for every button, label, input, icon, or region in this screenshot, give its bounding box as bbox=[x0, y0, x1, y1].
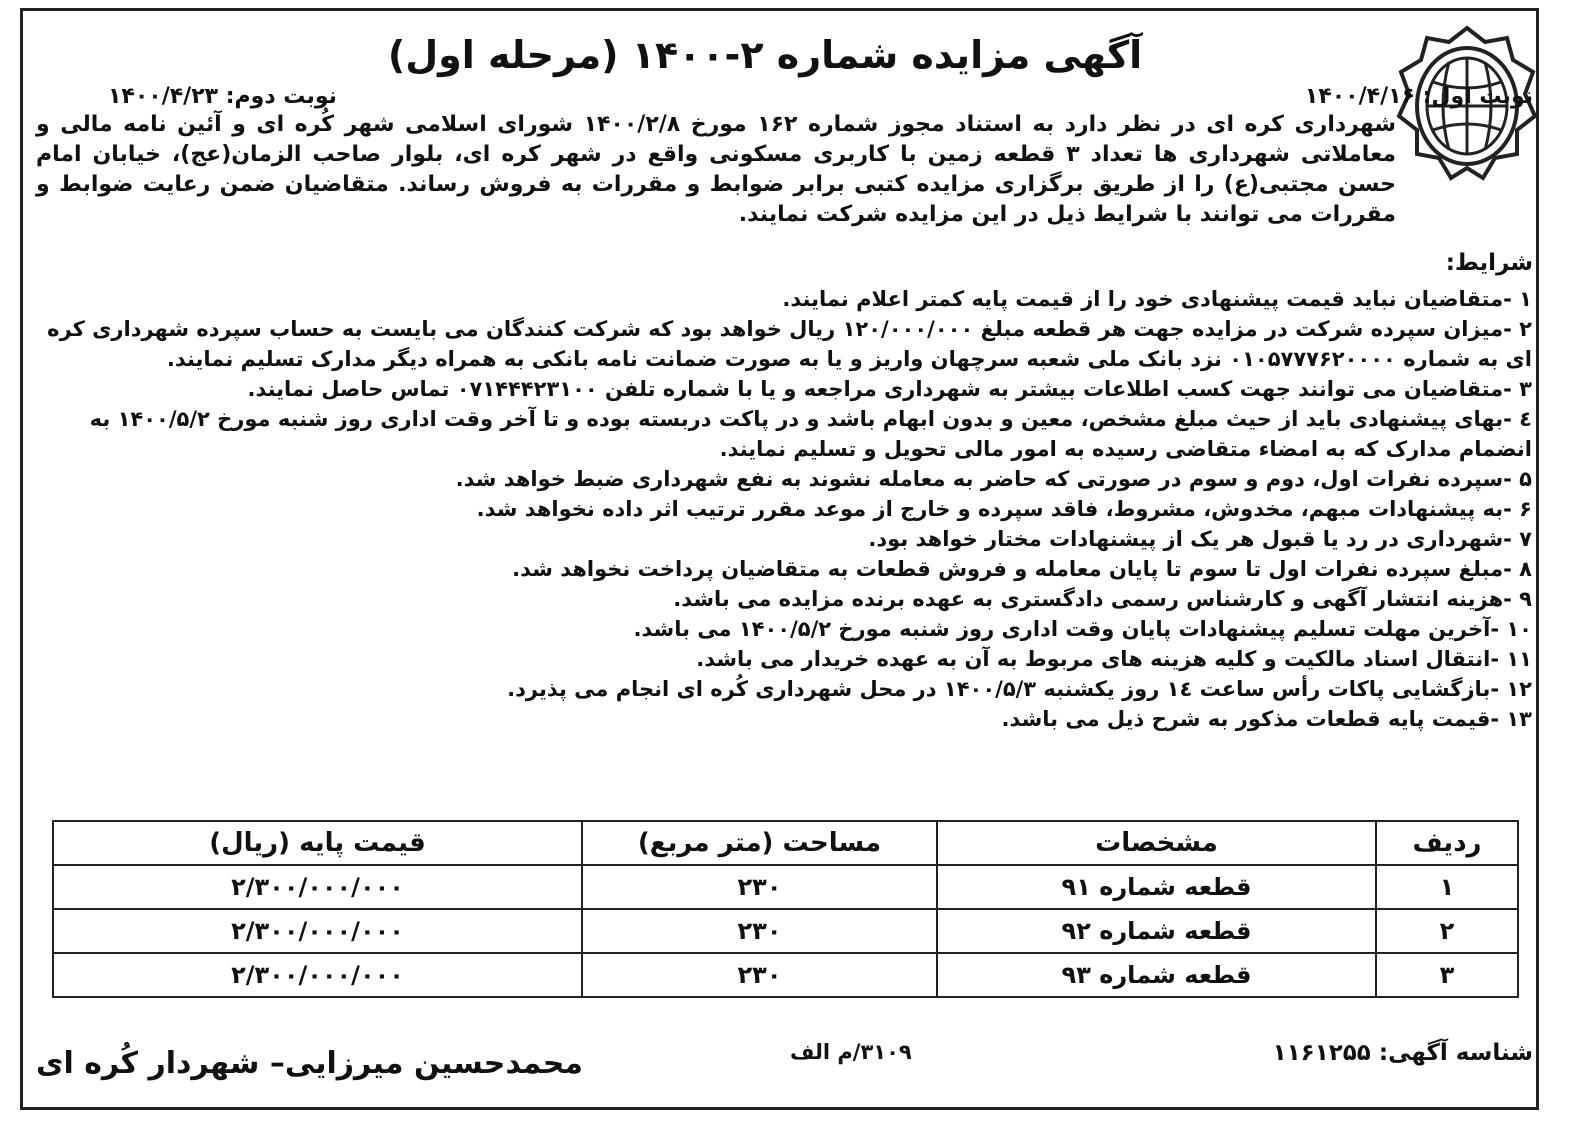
plot-price-cell: ۲/۳۰۰/۰۰۰/۰۰۰ bbox=[53, 865, 582, 909]
plot-price-cell: ۲/۳۰۰/۰۰۰/۰۰۰ bbox=[53, 953, 582, 997]
condition-item: ۶ -به پیشنهادات مبهم، مخدوش، مشروط، فاقد سپرده و خارج از موعد مقرر ترتیب اثر داده نخواهد شد. bbox=[476, 497, 1532, 521]
condition-item: ۳ -متقاضیان می توانند جهت کسب اطلاعات بیشتر به شهرداری مراجعه و یا با شماره تلفن ۰۷۱۴۴۴۲۳۱۰۰ تماس حاصل نمایند. bbox=[247, 377, 1532, 401]
conditions-heading: شرایط: bbox=[1445, 250, 1533, 276]
second-publication-date: نوبت دوم: ۱۴۰۰/۴/۲۳ bbox=[108, 84, 337, 109]
reference-code: ۳۱۰۹/م الف bbox=[790, 1040, 912, 1064]
condition-item: ۵ -سپرده نفرات اول، دوم و سوم در صورتی که حاضر به معامله نشوند به نفع شهرداری ضبط خواهد شد. bbox=[455, 467, 1532, 491]
row-number-cell: ۱ bbox=[1376, 865, 1518, 909]
table-row bbox=[53, 865, 1518, 909]
condition-item: ۹ -هزینه انتشار آگهی و کارشناس رسمی دادگستری به عهده برنده مزایده می باشد. bbox=[673, 587, 1532, 611]
header-row-number: ردیف bbox=[1376, 821, 1518, 865]
conditions-list bbox=[36, 284, 1532, 734]
plot-description-cell: قطعه شماره ۹۱ bbox=[937, 865, 1376, 909]
plot-area-cell: ۲۳۰ bbox=[582, 953, 937, 997]
plot-area-cell: ۲۳۰ bbox=[582, 909, 937, 953]
plots-table bbox=[52, 820, 1519, 998]
row-number-cell: ۳ bbox=[1376, 953, 1518, 997]
mayor-signature: محمدحسین میرزایی– شهردار کُره ای bbox=[36, 1046, 583, 1081]
header-area: مساحت (متر مربع) bbox=[582, 821, 937, 865]
intro-paragraph: شهرداری کره ای در نظر دارد به استناد مجوز شماره ۱۶۲ مورخ ۱۴۰۰/۲/۸ شورای اسلامی شهر کُره ای و آئین نامه مالی و معاملاتی شهرداری ها تعداد ۳ قطعه زمین با کاربری مسکونی واقع در شهر کره ای، بلوار صاحب الزمان(عج)، خیابان امام حسن مجتبی(ع) را از طریق برگزاری مزایده کتبی برابر ضوابط و مقررات به فروش رساند. متقاضیان ضمن رعایت ضوابط و مقررات می توانند با شرایط ذیل در این مزایده شرکت نمایند. bbox=[36, 112, 1396, 227]
condition-item: ۱۱ -انتقال اسناد مالکیت و کلیه هزینه های مربوط به آن به عهده خریدار می باشد. bbox=[696, 647, 1532, 671]
condition-item: ٤ -بهای پیشنهادی باید از حیث مبلغ مشخص، معین و بدون ابهام باشد و در پاکت دربسته بوده و تا آخر وقت اداری روز شنبه مورخ ۱۴۰۰/۵/۲ به انضمام مدارک که به امضاء متقاضی رسیده به امور مالی تحویل و تسلیم نمایند. bbox=[89, 407, 1532, 461]
condition-item: ۷ -شهرداری در رد یا قبول هر یک از پیشنهادات مختار خواهد بود. bbox=[868, 527, 1532, 551]
header-base-price: قیمت پایه (ریال) bbox=[53, 821, 582, 865]
municipality-logo-icon bbox=[1393, 22, 1541, 212]
notice-title: آگهی مزایده شماره ۲-۱۴۰۰ (مرحله اول) bbox=[387, 33, 1143, 77]
ad-identifier: شناسه آگهی: ۱۱۶۱۲۵۵ bbox=[1272, 1040, 1533, 1066]
condition-item: ۸ -مبلغ سپرده نفرات اول تا سوم تا پایان معامله و فروش قطعات به متقاضیان پرداخت نخواهد شد. bbox=[512, 557, 1532, 581]
table-row bbox=[53, 909, 1518, 953]
condition-item: ۲ -میزان سپرده شرکت در مزایده جهت هر قطعه مبلغ ۱۲۰/۰۰۰/۰۰۰ ریال خواهد بود که شرکت کنندگان می بایست به حساب سپرده شهرداری کره ای به شماره ۰۱۰۵۷۷۷۶۲۰۰۰۰ نزد بانک ملی شعبه سرچهان واریز و یا به صورت ضمانت نامه بانکی به همراه دیگر مدارک تسلیم نمایند. bbox=[47, 317, 1532, 371]
plot-price-cell: ۲/۳۰۰/۰۰۰/۰۰۰ bbox=[53, 909, 582, 953]
plot-description-cell: قطعه شماره ۹۳ bbox=[937, 953, 1376, 997]
plot-area-cell: ۲۳۰ bbox=[582, 865, 937, 909]
condition-item: ۱۳ -قیمت پایه قطعات مذکور به شرح ذیل می باشد. bbox=[1001, 707, 1532, 731]
header-specifications: مشخصات bbox=[937, 821, 1376, 865]
condition-item: ۱۲ -بازگشایی پاکات رأس ساعت ۱٤ روز یکشنبه ۱۴۰۰/۵/۳ در محل شهرداری کُره ای انجام می پذیرد. bbox=[507, 677, 1532, 701]
plot-description-cell: قطعه شماره ۹۲ bbox=[937, 909, 1376, 953]
condition-item: ۱۰ -آخرین مهلت تسلیم پیشنهادات پایان وقت اداری روز شنبه مورخ ۱۴۰۰/۵/۲ می باشد. bbox=[633, 617, 1532, 641]
condition-item: ۱ -متقاضیان نباید قیمت پیشنهادی خود را از قیمت پایه کمتر اعلام نمایند. bbox=[782, 287, 1532, 311]
first-publication-date: نوبت اول: ۱۴۰۰/۴/۱۶ bbox=[1304, 84, 1533, 109]
table-header-row bbox=[53, 821, 1518, 865]
table-row bbox=[53, 953, 1518, 997]
row-number-cell: ۲ bbox=[1376, 909, 1518, 953]
